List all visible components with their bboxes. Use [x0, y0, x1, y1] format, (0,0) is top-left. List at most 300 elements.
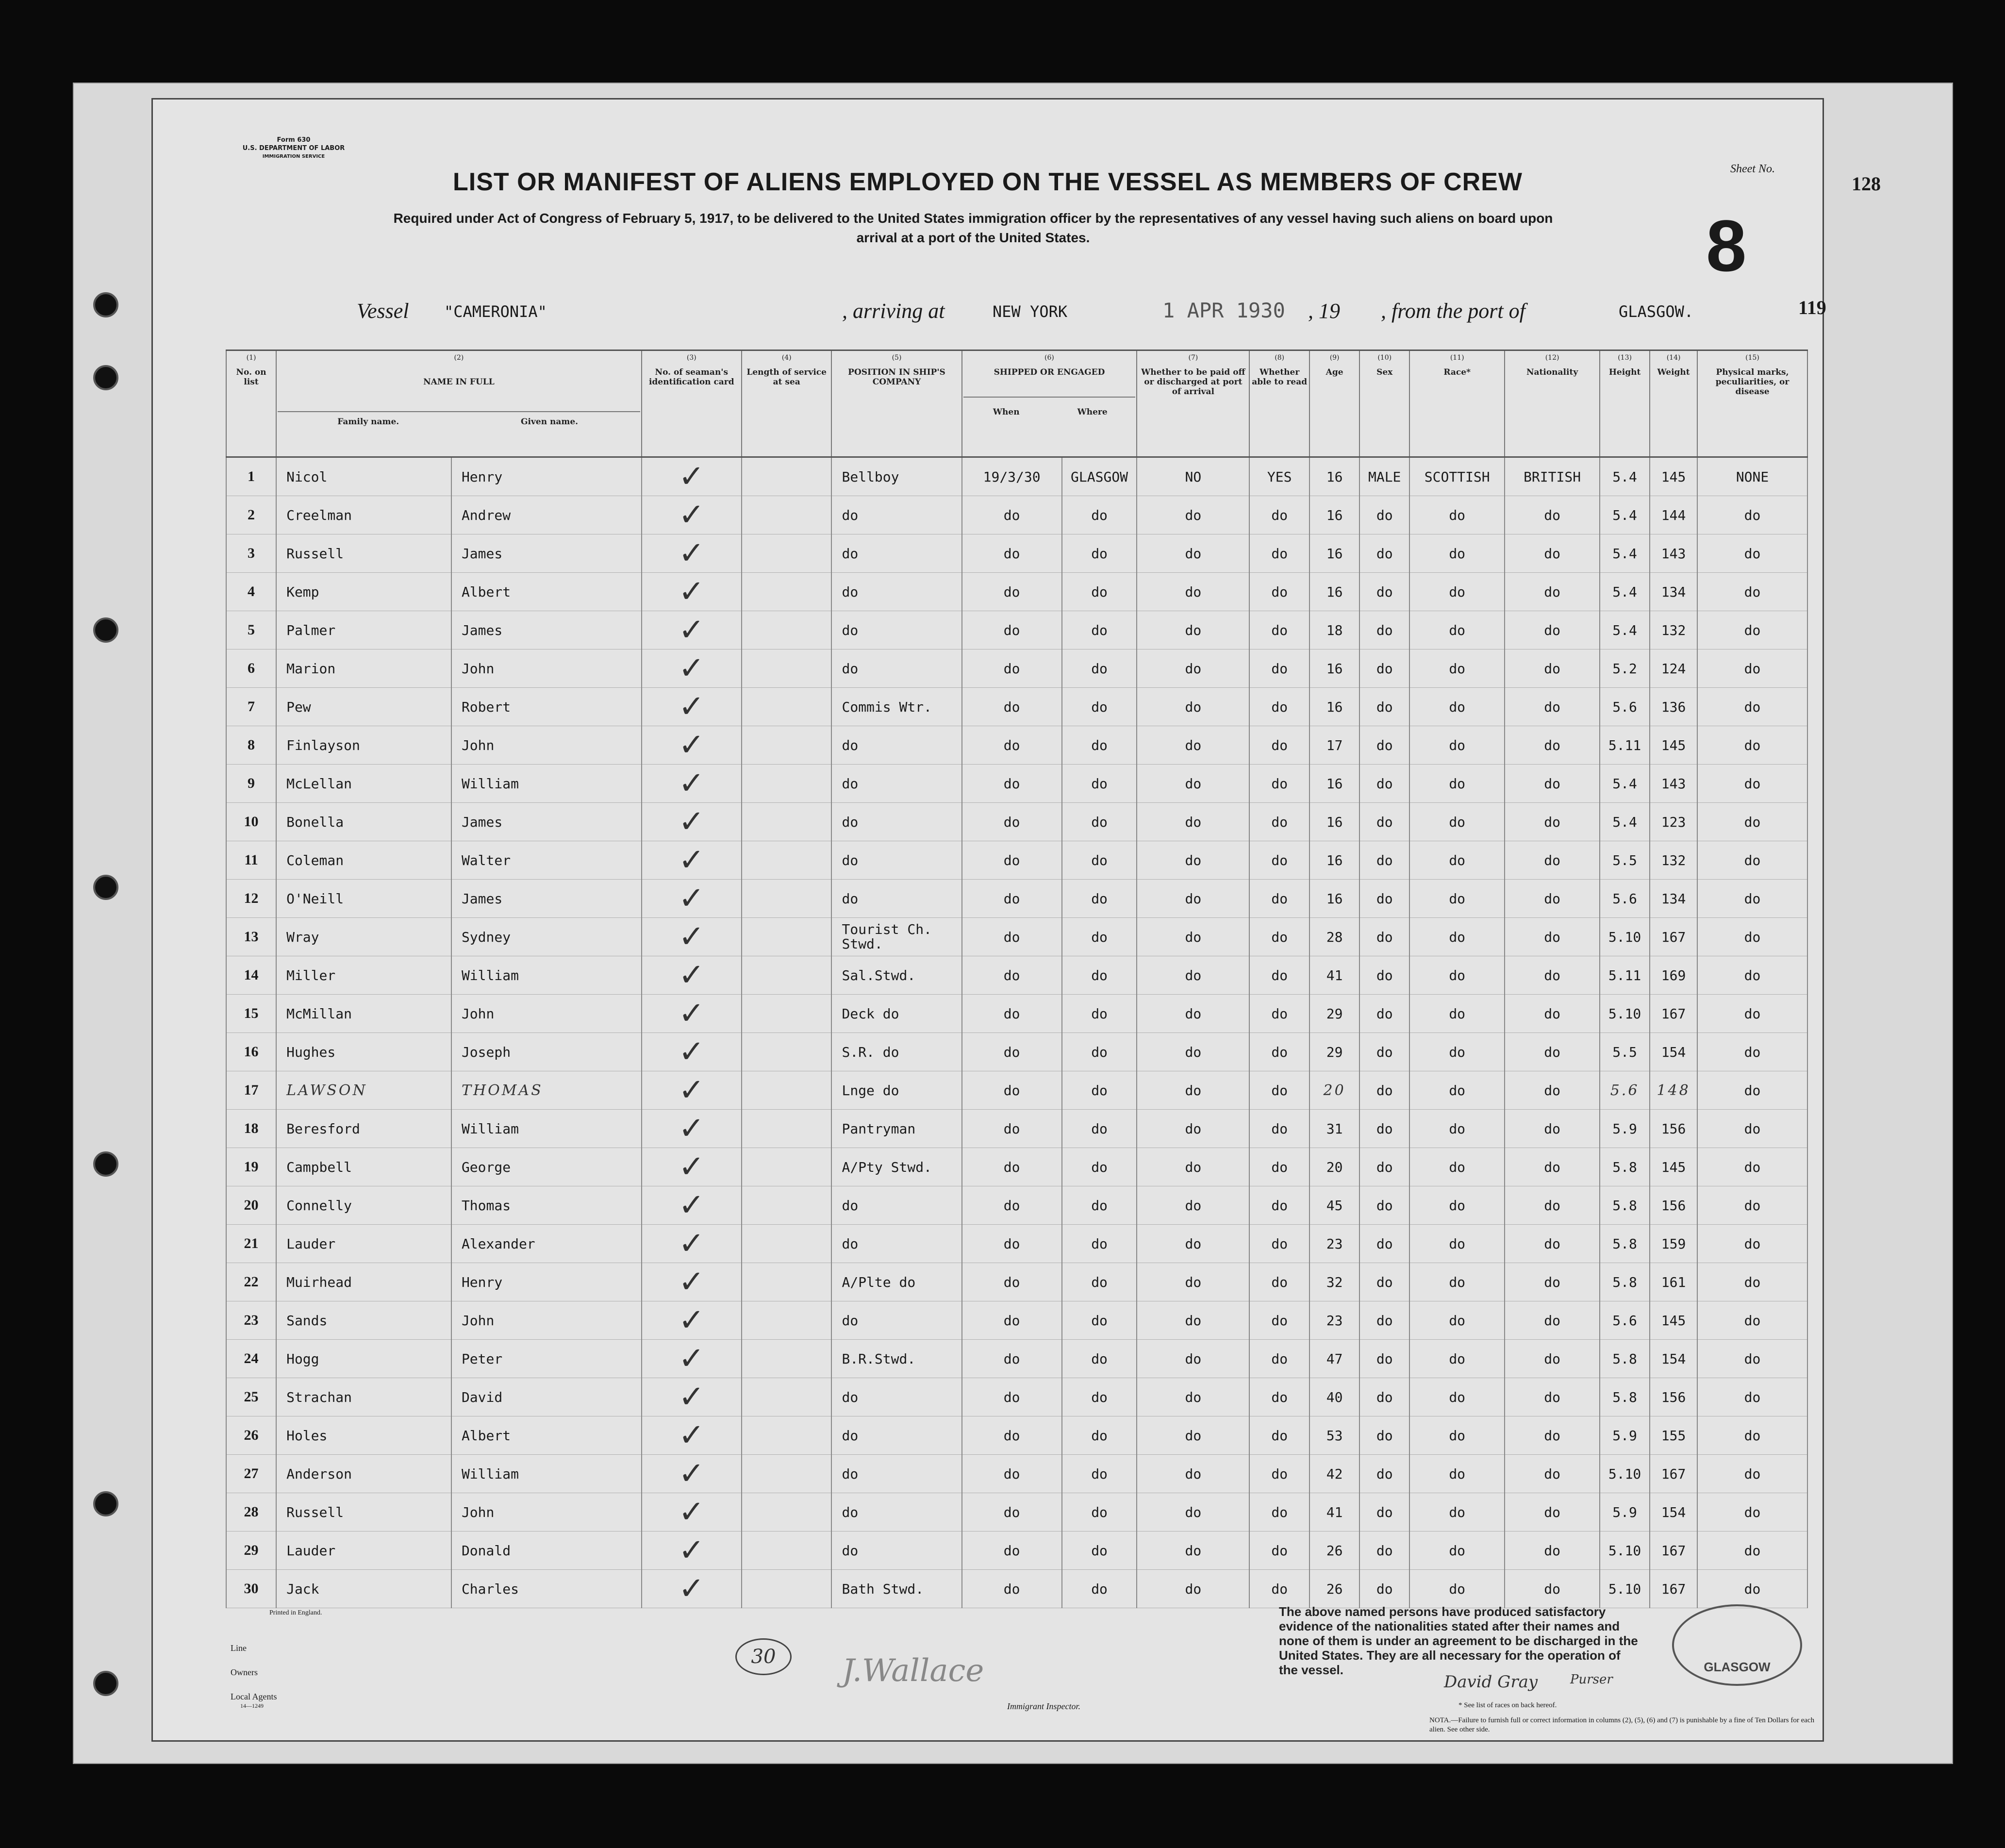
cell-race: do [1409, 803, 1505, 841]
punch-hole [93, 1491, 118, 1516]
cell-able-to-read: do [1249, 1301, 1309, 1340]
cell-shipped-where: do [1062, 1378, 1137, 1416]
arriving-label: , arriving at [842, 299, 945, 323]
cell-row-number: 24 [226, 1340, 276, 1378]
punch-hole [93, 875, 118, 900]
cell-id-card-check [642, 765, 742, 803]
table-row [226, 765, 1807, 803]
cell-shipped-when: do [962, 918, 1062, 956]
cell-paid-off: do [1137, 918, 1249, 956]
cell-shipped-where: do [1062, 1455, 1137, 1493]
cell-family-name: Russell [276, 534, 451, 573]
cell-race: do [1409, 880, 1505, 918]
cell-id-card-check [642, 1033, 742, 1071]
cell-sex: do [1359, 611, 1409, 649]
cell-id-card-check [642, 1378, 742, 1416]
table-row [226, 918, 1807, 956]
cell-height: 5.6 [1600, 880, 1650, 918]
table-row [226, 649, 1807, 688]
checkmark-icon: ✓ [679, 497, 705, 533]
cell-physical-marks: do [1697, 1340, 1807, 1378]
cell-sex: do [1359, 918, 1409, 956]
cell-family-name: Creelman [276, 496, 451, 534]
cell-service-length [742, 765, 832, 803]
cell-nationality: do [1505, 726, 1600, 765]
cell-row-number: 22 [226, 1263, 276, 1301]
cell-given-name: Walter [451, 841, 642, 880]
checkmark-icon: ✓ [679, 1456, 705, 1492]
cell-age: 53 [1309, 1416, 1359, 1455]
cell-sex: do [1359, 1186, 1409, 1225]
checkmark-icon: ✓ [679, 919, 705, 955]
cell-nationality: do [1505, 1532, 1600, 1570]
checkmark-icon: ✓ [679, 842, 705, 878]
cell-shipped-when: do [962, 1110, 1062, 1148]
cell-height: 5.8 [1600, 1340, 1650, 1378]
table-row [226, 1225, 1807, 1263]
cell-shipped-when: do [962, 1301, 1062, 1340]
cell-able-to-read: do [1249, 1225, 1309, 1263]
cell-age: 17 [1309, 726, 1359, 765]
cell-paid-off: do [1137, 995, 1249, 1033]
cell-row-number: 25 [226, 1378, 276, 1416]
year-label: , 19 [1308, 299, 1340, 323]
cell-weight: 156 [1650, 1378, 1697, 1416]
cell-shipped-where: do [1062, 649, 1137, 688]
cell-age: 16 [1309, 649, 1359, 688]
cell-id-card-check [642, 918, 742, 956]
cell-position: do [831, 611, 961, 649]
checkmark-icon: ✓ [679, 459, 705, 495]
cell-physical-marks: do [1697, 1225, 1807, 1263]
cell-height: 5.6 [1600, 1071, 1650, 1110]
cell-age: 29 [1309, 1033, 1359, 1071]
cell-able-to-read: do [1249, 573, 1309, 611]
cell-family-name: Kemp [276, 573, 451, 611]
cell-race: do [1409, 1263, 1505, 1301]
cell-shipped-when: do [962, 1493, 1062, 1532]
table-row [226, 496, 1807, 534]
cell-paid-off: do [1137, 688, 1249, 726]
cell-service-length [742, 995, 832, 1033]
cell-service-length [742, 841, 832, 880]
cell-family-name: O'Neill [276, 880, 451, 918]
cell-id-card-check [642, 1071, 742, 1110]
cell-position: do [831, 1532, 961, 1570]
cell-weight: 167 [1650, 1570, 1697, 1608]
cell-age: 41 [1309, 1493, 1359, 1532]
cell-physical-marks: do [1697, 1033, 1807, 1071]
race-note: * See list of races on back hereof. [1458, 1701, 1557, 1709]
cell-row-number: 7 [226, 688, 276, 726]
col-header-service: (4) Length of service at sea [742, 350, 832, 457]
manifest-sheet [151, 98, 1881, 1742]
cell-service-length [742, 880, 832, 918]
cell-physical-marks: do [1697, 1532, 1807, 1570]
cell-given-name: Alexander [451, 1225, 642, 1263]
cell-family-name: Campbell [276, 1148, 451, 1186]
cell-physical-marks: do [1697, 1378, 1807, 1416]
col-header-family: Family name. [337, 417, 399, 427]
cell-race: do [1409, 1570, 1505, 1608]
cell-shipped-where: do [1062, 841, 1137, 880]
cell-able-to-read: YES [1249, 457, 1309, 496]
cell-physical-marks: do [1697, 1301, 1807, 1340]
cell-able-to-read: do [1249, 1570, 1309, 1608]
cell-weight: 143 [1650, 534, 1697, 573]
cell-service-length [742, 496, 832, 534]
checkmark-icon: ✓ [679, 1111, 705, 1147]
cell-weight: 132 [1650, 841, 1697, 880]
col-header-position: (5) POSITION IN SHIP'S COMPANY [831, 350, 961, 457]
port-arrival: NEW YORK [993, 302, 1068, 321]
cell-shipped-where: do [1062, 1071, 1137, 1110]
cell-id-card-check [642, 534, 742, 573]
cell-given-name: Sydney [451, 918, 642, 956]
cell-shipped-where: do [1062, 1110, 1137, 1148]
cell-height: 5.4 [1600, 803, 1650, 841]
table-row [226, 1186, 1807, 1225]
page-number-right: 119 [1798, 297, 1826, 318]
cell-service-length [742, 573, 832, 611]
cell-sex: do [1359, 1340, 1409, 1378]
cell-age: 18 [1309, 611, 1359, 649]
cell-weight: 124 [1650, 649, 1697, 688]
cell-given-name: James [451, 803, 642, 841]
cell-id-card-check [642, 1493, 742, 1532]
cell-given-name: David [451, 1378, 642, 1416]
cell-physical-marks: do [1697, 995, 1807, 1033]
cell-position: A/Pty Stwd. [831, 1148, 961, 1186]
cell-id-card-check [642, 1186, 742, 1225]
cell-given-name: James [451, 611, 642, 649]
cell-age: 26 [1309, 1532, 1359, 1570]
cell-service-length [742, 1570, 832, 1608]
cell-row-number: 26 [226, 1416, 276, 1455]
cell-height: 5.9 [1600, 1416, 1650, 1455]
cell-paid-off: do [1137, 611, 1249, 649]
form-number: Form 630 [277, 136, 311, 144]
cell-family-name: Holes [276, 1416, 451, 1455]
cell-given-name: James [451, 880, 642, 918]
table-row [226, 1071, 1807, 1110]
cell-age: 40 [1309, 1378, 1359, 1416]
cell-physical-marks: do [1697, 649, 1807, 688]
cell-height: 5.6 [1600, 1301, 1650, 1340]
table-row [226, 956, 1807, 995]
cell-shipped-when: do [962, 1570, 1062, 1608]
cell-shipped-when: do [962, 1340, 1062, 1378]
cell-row-number: 5 [226, 611, 276, 649]
cell-height: 5.4 [1600, 496, 1650, 534]
cell-paid-off: do [1137, 649, 1249, 688]
cell-sex: do [1359, 1301, 1409, 1340]
cell-sex: MALE [1359, 457, 1409, 496]
cell-nationality: do [1505, 1301, 1600, 1340]
cell-row-number: 18 [226, 1110, 276, 1148]
table-row [226, 1110, 1807, 1148]
checkmark-icon: ✓ [679, 650, 705, 686]
vessel-label: Vessel [357, 299, 409, 323]
cell-height: 5.5 [1600, 1033, 1650, 1071]
cell-height: 5.11 [1600, 726, 1650, 765]
cell-service-length [742, 1493, 832, 1532]
cell-id-card-check [642, 1570, 742, 1608]
cell-id-card-check [642, 1416, 742, 1455]
cell-id-card-check [642, 573, 742, 611]
cell-weight: 136 [1650, 688, 1697, 726]
cell-sex: do [1359, 1493, 1409, 1532]
cell-row-number: 11 [226, 841, 276, 880]
cell-shipped-when: do [962, 1263, 1062, 1301]
cell-sex: do [1359, 1455, 1409, 1493]
table-row [226, 995, 1807, 1033]
cell-shipped-where: do [1062, 1033, 1137, 1071]
cell-nationality: do [1505, 1340, 1600, 1378]
cell-shipped-when: do [962, 573, 1062, 611]
cell-height: 5.9 [1600, 1493, 1650, 1532]
cell-sex: do [1359, 649, 1409, 688]
cell-age: 16 [1309, 496, 1359, 534]
cell-weight: 145 [1650, 457, 1697, 496]
cell-service-length [742, 726, 832, 765]
cell-service-length [742, 1148, 832, 1186]
cell-shipped-where: do [1062, 1493, 1137, 1532]
cell-physical-marks: do [1697, 1570, 1807, 1608]
col-header-when: When [993, 407, 1020, 417]
cell-weight: 145 [1650, 1301, 1697, 1340]
cell-family-name: McMillan [276, 995, 451, 1033]
cell-age: 16 [1309, 573, 1359, 611]
cell-position: do [831, 1455, 961, 1493]
cell-able-to-read: do [1249, 765, 1309, 803]
cell-family-name: Russell [276, 1493, 451, 1532]
cell-height: 5.10 [1600, 1570, 1650, 1608]
cell-nationality: do [1505, 1071, 1600, 1110]
cell-shipped-when: do [962, 496, 1062, 534]
cell-paid-off: do [1137, 880, 1249, 918]
cell-paid-off: do [1137, 1570, 1249, 1608]
cell-id-card-check [642, 1148, 742, 1186]
cell-age: 16 [1309, 765, 1359, 803]
checkmark-icon: ✓ [679, 1034, 705, 1070]
cell-able-to-read: do [1249, 496, 1309, 534]
cell-nationality: do [1505, 1148, 1600, 1186]
cell-able-to-read: do [1249, 956, 1309, 995]
cell-age: 47 [1309, 1340, 1359, 1378]
cell-able-to-read: do [1249, 1378, 1309, 1416]
cell-family-name: Bonella [276, 803, 451, 841]
cell-paid-off: do [1137, 1455, 1249, 1493]
cell-id-card-check [642, 1301, 742, 1340]
cell-position: B.R.Stwd. [831, 1340, 961, 1378]
table-row [226, 1532, 1807, 1570]
cell-height: 5.10 [1600, 995, 1650, 1033]
cell-shipped-where: GLASGOW [1062, 457, 1137, 496]
cell-paid-off: do [1137, 534, 1249, 573]
cell-position: Pantryman [831, 1110, 961, 1148]
cell-family-name: Wray [276, 918, 451, 956]
cell-sex: do [1359, 803, 1409, 841]
cell-race: do [1409, 611, 1505, 649]
cell-row-number: 19 [226, 1148, 276, 1186]
cell-able-to-read: do [1249, 1493, 1309, 1532]
cell-weight: 132 [1650, 611, 1697, 649]
cell-sex: do [1359, 573, 1409, 611]
cell-position: do [831, 1186, 961, 1225]
cell-row-number: 28 [226, 1493, 276, 1532]
vessel-name: "CAMERONIA" [444, 302, 547, 321]
cell-weight: 156 [1650, 1110, 1697, 1148]
cell-race: do [1409, 688, 1505, 726]
table-row [226, 573, 1807, 611]
cell-paid-off: do [1137, 1378, 1249, 1416]
cell-family-name: Sands [276, 1301, 451, 1340]
cell-id-card-check [642, 1532, 742, 1570]
checkmark-icon: ✓ [679, 1302, 705, 1338]
cell-paid-off: do [1137, 1263, 1249, 1301]
cell-service-length [742, 688, 832, 726]
cell-age: 42 [1309, 1455, 1359, 1493]
cell-able-to-read: do [1249, 649, 1309, 688]
cell-nationality: do [1505, 1455, 1600, 1493]
cell-age: 41 [1309, 956, 1359, 995]
cell-able-to-read: do [1249, 1033, 1309, 1071]
cell-age: 16 [1309, 841, 1359, 880]
cell-physical-marks: do [1697, 765, 1807, 803]
cell-nationality: do [1505, 1186, 1600, 1225]
cell-given-name: William [451, 1455, 642, 1493]
cell-physical-marks: NONE [1697, 457, 1807, 496]
cell-shipped-when: do [962, 611, 1062, 649]
cell-paid-off: do [1137, 1416, 1249, 1455]
cell-sex: do [1359, 1570, 1409, 1608]
cell-physical-marks: do [1697, 1455, 1807, 1493]
cell-position: do [831, 726, 961, 765]
cell-height: 5.4 [1600, 573, 1650, 611]
cell-row-number: 8 [226, 726, 276, 765]
cell-able-to-read: do [1249, 1071, 1309, 1110]
cell-height: 5.10 [1600, 1455, 1650, 1493]
cell-shipped-where: do [1062, 496, 1137, 534]
cell-weight: 145 [1650, 1148, 1697, 1186]
cell-position: Lnge do [831, 1071, 961, 1110]
cell-family-name: Hogg [276, 1340, 451, 1378]
cell-row-number: 15 [226, 995, 276, 1033]
table-row [226, 803, 1807, 841]
cell-family-name: Marion [276, 649, 451, 688]
cell-shipped-where: do [1062, 573, 1137, 611]
cell-sex: do [1359, 765, 1409, 803]
cell-physical-marks: do [1697, 726, 1807, 765]
cell-sex: do [1359, 841, 1409, 880]
cell-id-card-check [642, 841, 742, 880]
page-number-top: 128 [1852, 173, 1881, 195]
cell-sex: do [1359, 1148, 1409, 1186]
cell-nationality: do [1505, 1493, 1600, 1532]
cell-shipped-when: do [962, 1033, 1062, 1071]
cell-nationality: do [1505, 1378, 1600, 1416]
cell-shipped-where: do [1062, 995, 1137, 1033]
cell-race: do [1409, 956, 1505, 995]
cell-age: 20 [1309, 1071, 1359, 1110]
table-row [226, 688, 1807, 726]
checkmark-icon: ✓ [679, 996, 705, 1032]
cell-given-name: William [451, 1110, 642, 1148]
cell-shipped-when: do [962, 1148, 1062, 1186]
cell-given-name: William [451, 765, 642, 803]
cell-family-name: Nicol [276, 457, 451, 496]
cell-id-card-check [642, 1340, 742, 1378]
cell-row-number: 1 [226, 457, 276, 496]
cell-service-length [742, 1455, 832, 1493]
cell-given-name: John [451, 995, 642, 1033]
cell-paid-off: do [1137, 1493, 1249, 1532]
cell-physical-marks: do [1697, 611, 1807, 649]
cell-service-length [742, 918, 832, 956]
cell-physical-marks: do [1697, 1186, 1807, 1225]
cell-physical-marks: do [1697, 1148, 1807, 1186]
cell-given-name: Charles [451, 1570, 642, 1608]
cell-service-length [742, 1225, 832, 1263]
cell-sex: do [1359, 880, 1409, 918]
cell-shipped-when: do [962, 534, 1062, 573]
cell-race: do [1409, 726, 1505, 765]
cell-row-number: 9 [226, 765, 276, 803]
col-header-nationality: (12) Nationality [1505, 350, 1600, 457]
cell-age: 16 [1309, 688, 1359, 726]
cell-shipped-where: do [1062, 611, 1137, 649]
cell-paid-off: do [1137, 1532, 1249, 1570]
cell-age: 28 [1309, 918, 1359, 956]
cell-sex: do [1359, 1378, 1409, 1416]
cell-nationality: do [1505, 765, 1600, 803]
cell-height: 5.10 [1600, 1532, 1650, 1570]
cell-weight: 167 [1650, 918, 1697, 956]
cell-height: 5.8 [1600, 1186, 1650, 1225]
checkmark-icon: ✓ [679, 1226, 705, 1262]
cell-paid-off: do [1137, 573, 1249, 611]
cell-shipped-when: do [962, 880, 1062, 918]
cell-nationality: do [1505, 496, 1600, 534]
cell-height: 5.8 [1600, 1378, 1650, 1416]
cell-nationality: do [1505, 918, 1600, 956]
cell-weight: 143 [1650, 765, 1697, 803]
cell-able-to-read: do [1249, 688, 1309, 726]
cell-shipped-when: 19/3/30 [962, 457, 1062, 496]
cell-given-name: Peter [451, 1340, 642, 1378]
cell-height: 5.4 [1600, 534, 1650, 573]
cell-able-to-read: do [1249, 1416, 1309, 1455]
cell-able-to-read: do [1249, 611, 1309, 649]
cell-shipped-where: do [1062, 918, 1137, 956]
cell-race: do [1409, 496, 1505, 534]
cell-family-name: Beresford [276, 1110, 451, 1148]
cell-height: 5.6 [1600, 688, 1650, 726]
cell-nationality: do [1505, 880, 1600, 918]
cell-shipped-where: do [1062, 1263, 1137, 1301]
cell-physical-marks: do [1697, 956, 1807, 995]
cell-id-card-check [642, 995, 742, 1033]
document-page [73, 83, 1953, 1764]
cell-physical-marks: do [1697, 1110, 1807, 1148]
cell-shipped-when: do [962, 1532, 1062, 1570]
cell-position: do [831, 573, 961, 611]
cell-paid-off: do [1137, 496, 1249, 534]
cell-paid-off: do [1137, 1225, 1249, 1263]
cell-id-card-check [642, 1263, 742, 1301]
cell-shipped-when: do [962, 726, 1062, 765]
